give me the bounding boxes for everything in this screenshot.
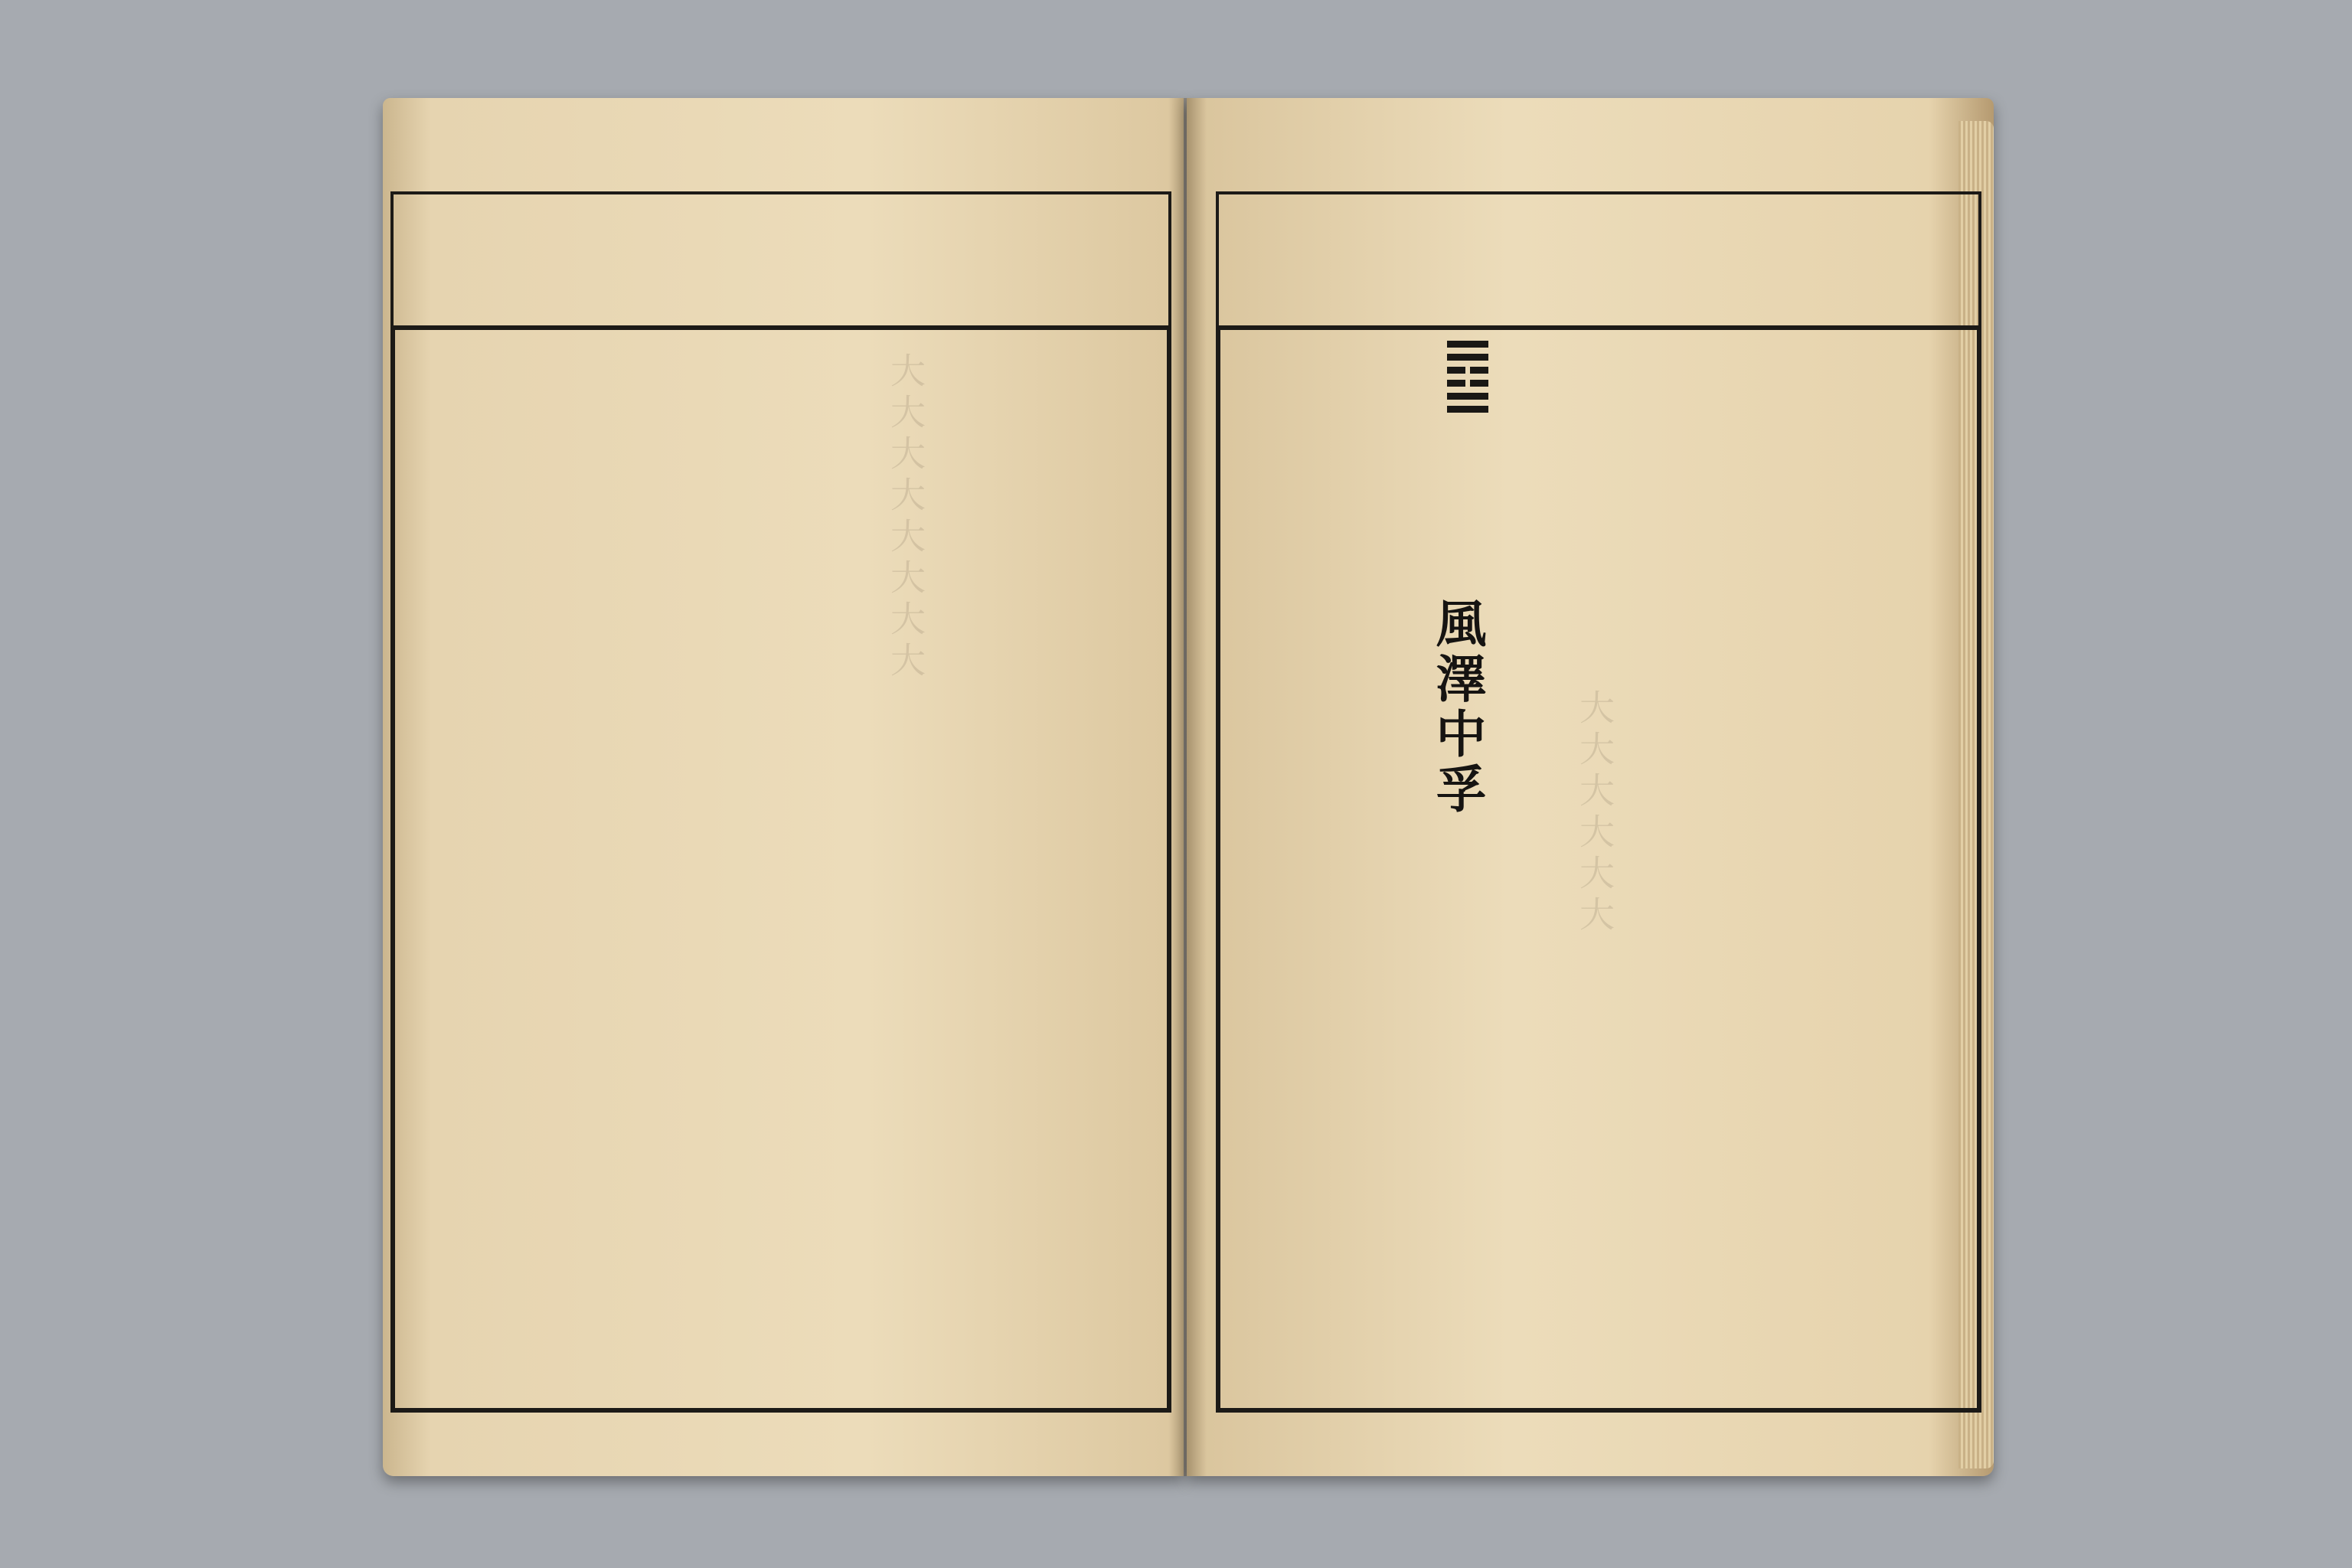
hexagram-line-solid bbox=[1447, 354, 1488, 361]
hexagram-line-broken bbox=[1447, 367, 1488, 374]
right-text-frame bbox=[1216, 325, 1981, 1413]
hexagram-line-solid bbox=[1447, 406, 1488, 413]
left-header-band bbox=[390, 191, 1171, 328]
hexagram-line-solid bbox=[1447, 393, 1488, 400]
hexagram-title-column: 風澤中孚 bbox=[1427, 597, 1487, 818]
book-spine bbox=[1168, 98, 1207, 1476]
hexagram-line-solid bbox=[1447, 341, 1488, 348]
right-header-band bbox=[1216, 191, 1981, 328]
bleed-through-text: 大大大大大大大大 bbox=[885, 352, 926, 683]
hexagram-symbol bbox=[1447, 341, 1488, 419]
bleed-through-text: 大大大大大大 bbox=[1574, 689, 1615, 937]
hexagram-line-broken bbox=[1447, 380, 1488, 387]
left-text-frame bbox=[390, 325, 1171, 1413]
